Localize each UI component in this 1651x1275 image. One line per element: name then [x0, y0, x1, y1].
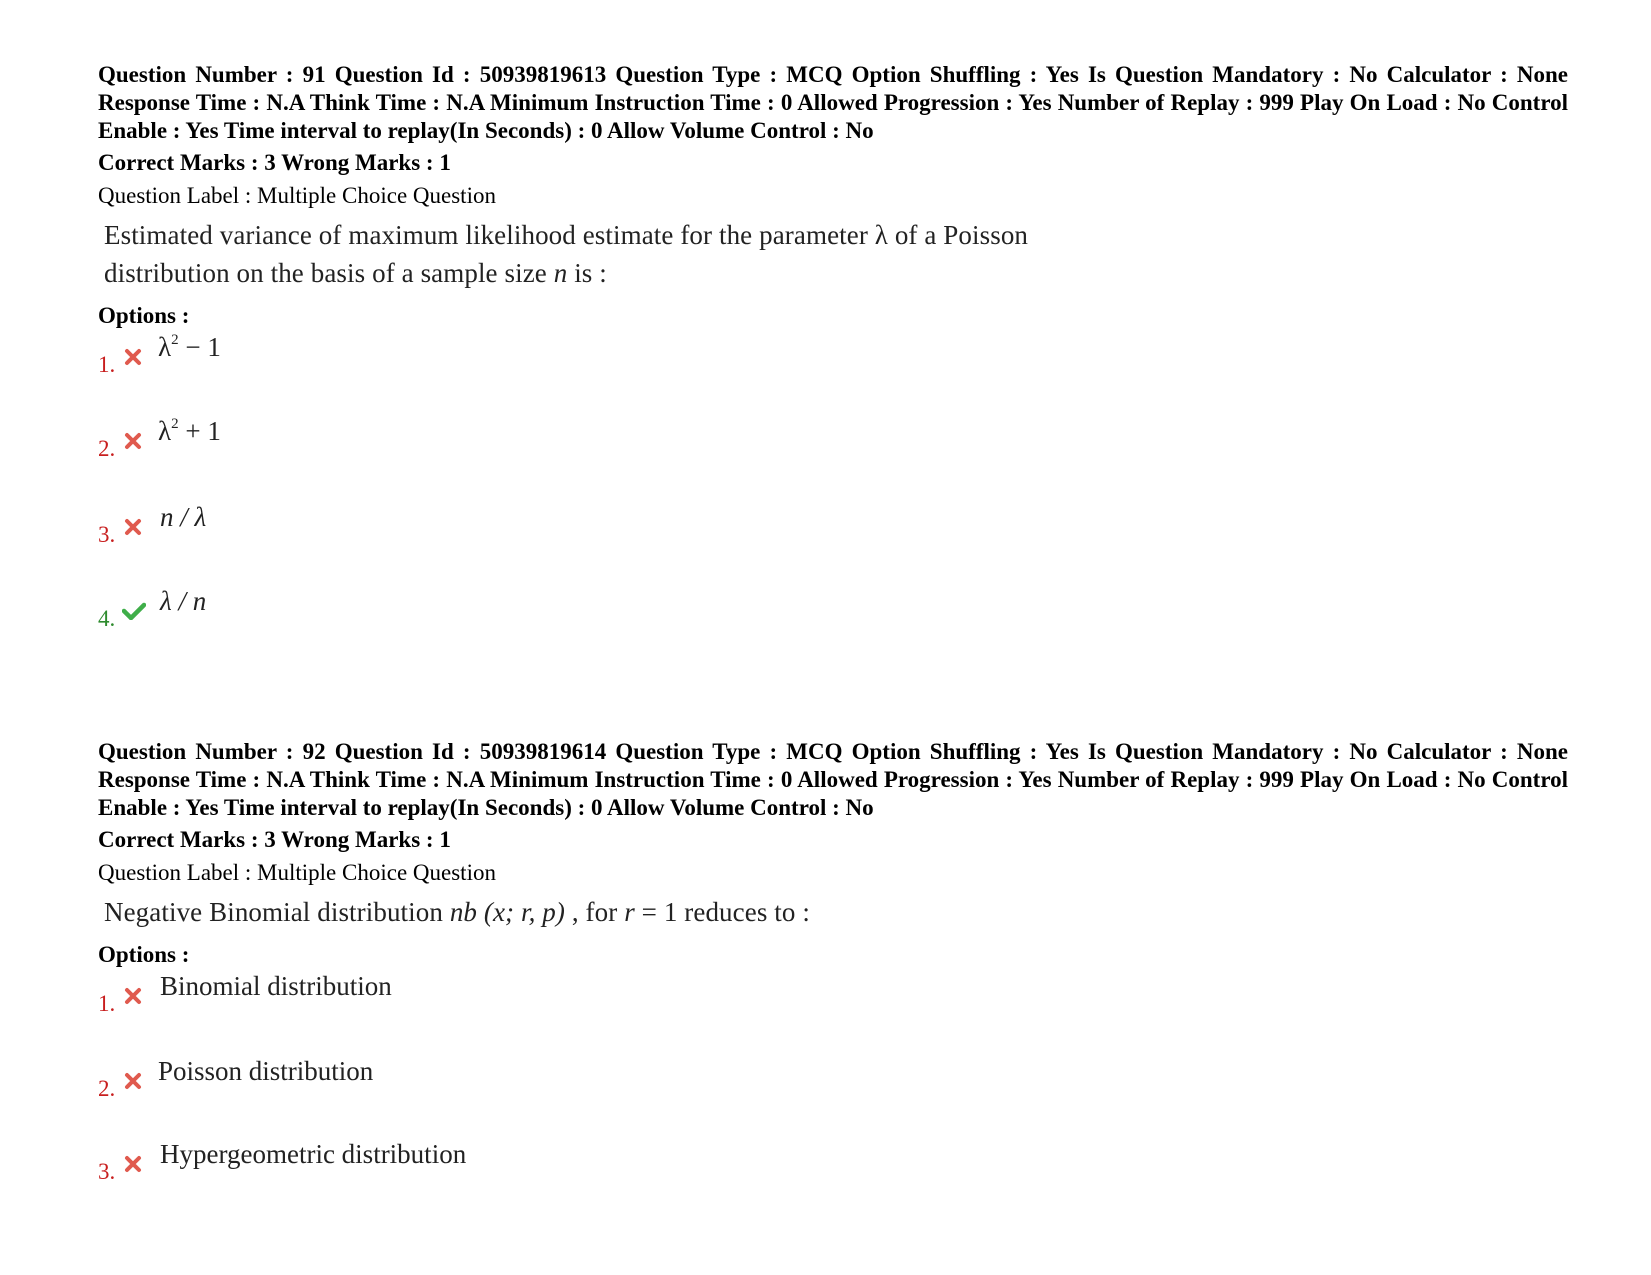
options-heading: Options : [98, 303, 190, 328]
option-number: 3. [98, 522, 116, 547]
question-text [104, 216, 1114, 292]
question-block-92 [98, 738, 1568, 1184]
cross-icon [124, 1072, 142, 1090]
cross-icon [124, 518, 142, 536]
option-rest: − 1 [178, 332, 221, 362]
question-marks: Correct Marks : 3 Wrong Marks : 1 [98, 150, 451, 175]
option-text: Binomial distribution [160, 971, 392, 1001]
option-1 [98, 969, 798, 1019]
cross-icon [124, 1155, 142, 1173]
option-number: 1. [98, 991, 116, 1016]
option-text: Hypergeometric distribution [160, 1139, 467, 1169]
question-text-line-1: Estimated variance of maximum likelihood estimate for the parameter λ of a Poisson [104, 220, 1029, 250]
option-4 [98, 584, 798, 634]
question-marks: Correct Marks : 3 Wrong Marks : 1 [98, 827, 451, 852]
question-block-91 [98, 61, 1568, 631]
option-text [158, 330, 221, 364]
question-label: Question Label : Multiple Choice Question [98, 860, 496, 885]
options-heading: Options : [98, 942, 190, 967]
option-number: 1. [98, 352, 116, 377]
option-base: λ [158, 332, 172, 362]
cross-icon [124, 348, 142, 366]
option-number: 3. [98, 1159, 116, 1184]
question-formula: nb (x; r, p) [449, 897, 565, 927]
option-3 [98, 500, 798, 550]
question-text-segment: , for [565, 897, 625, 927]
option-base: λ [158, 416, 172, 446]
question-text-line-2 [104, 254, 1114, 292]
option-2 [98, 1054, 798, 1104]
question-meta: Question Number : 92 Question Id : 50939819614 Question Type : MCQ Option Shuffling : Yes Is Question Mandatory : No Calculator : None Response Time : N.A Think Time : N.A Minimum Instruction Time : 0 Allowed Progression : Yes Number of Replay : 999 Play On Load : No Control Enable : Yes Time interval to replay(In Seconds) : 0 Allow Volume Control : No [98, 739, 1568, 820]
check-icon [122, 602, 146, 620]
cross-icon [124, 432, 142, 450]
question-variable: n [553, 258, 568, 288]
question-text-segment: is : [567, 258, 607, 288]
option-1 [98, 330, 798, 380]
question-text-segment: distribution on the basis of a sample size [104, 258, 554, 288]
option-superscript: 2 [171, 332, 179, 348]
option-text: n / λ [160, 502, 207, 532]
question-text [104, 893, 1568, 931]
option-superscript: 2 [171, 416, 179, 432]
question-text-segment: = 1 reduces to : [634, 897, 810, 927]
option-number: 2. [98, 1076, 116, 1101]
question-text-segment: Negative Binomial distribution [104, 897, 450, 927]
option-rest: + 1 [178, 416, 221, 446]
option-3 [98, 1137, 798, 1187]
option-text: Poisson distribution [158, 1056, 374, 1086]
option-number: 2. [98, 436, 116, 461]
option-2 [98, 414, 798, 464]
option-text [158, 414, 221, 448]
option-text: λ / n [160, 586, 207, 616]
cross-icon [124, 987, 142, 1005]
option-number: 4. [98, 606, 116, 631]
question-variable: r [624, 897, 635, 927]
question-meta: Question Number : 91 Question Id : 50939819613 Question Type : MCQ Option Shuffling : Yes Is Question Mandatory : No Calculator : None Response Time : N.A Think Time : N.A Minimum Instruction Time : 0 Allowed Progression : Yes Number of Replay : 999 Play On Load : No Control Enable : Yes Time interval to replay(In Seconds) : 0 Allow Volume Control : No [98, 62, 1568, 143]
question-label: Question Label : Multiple Choice Question [98, 183, 496, 208]
